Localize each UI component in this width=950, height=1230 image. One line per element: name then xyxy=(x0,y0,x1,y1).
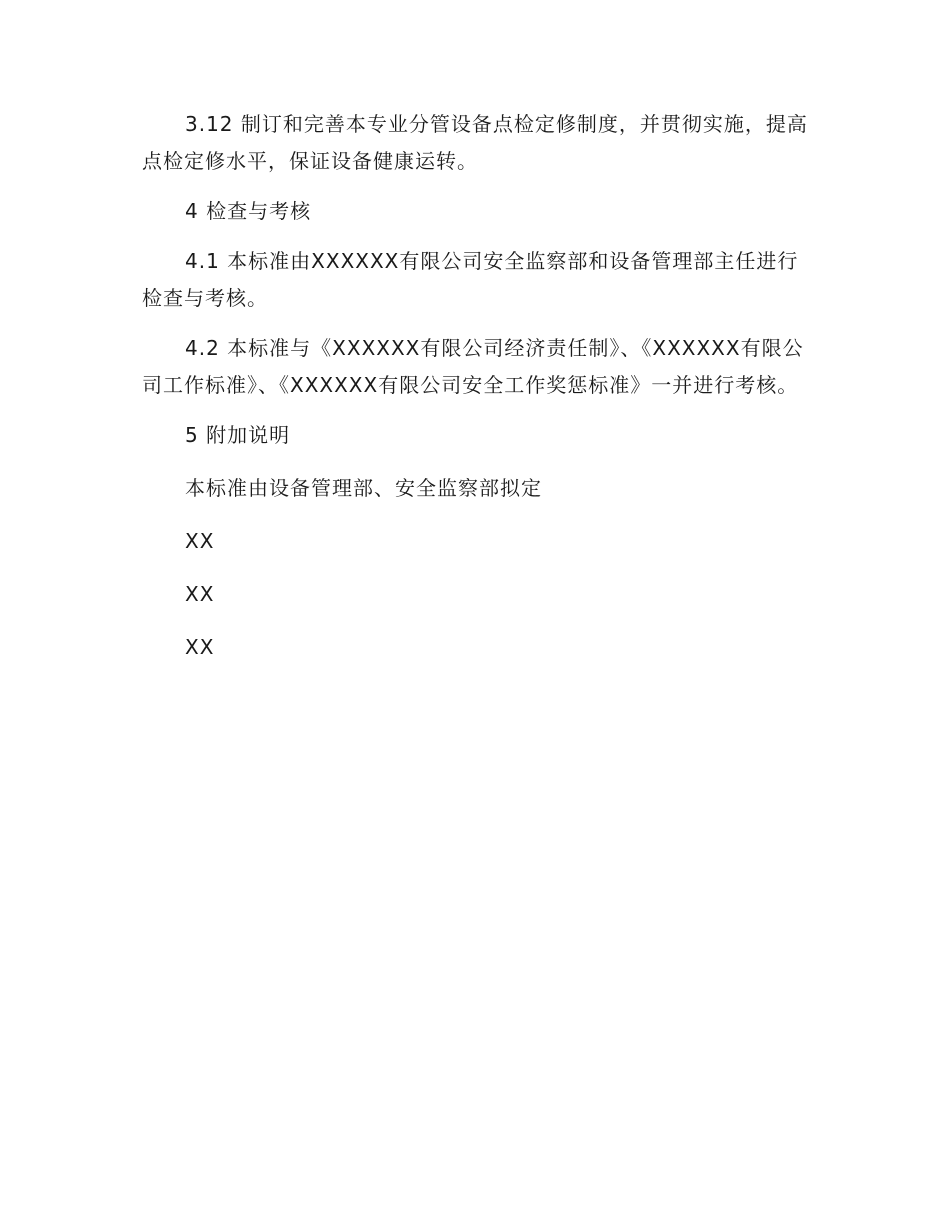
drafting-note: 本标准由设备管理部、安全监察部拟定 xyxy=(185,476,542,500)
signature-line-1: XX xyxy=(185,529,215,553)
document-body xyxy=(142,106,812,666)
section-heading-5: 5 附加说明 xyxy=(185,423,291,447)
signature-line-2: XX xyxy=(185,582,215,606)
clause-4-1: 4.1 本标准由XXXXXX有限公司安全监察部和设备管理部主任进行检查与考核。 xyxy=(142,249,799,310)
signature-line-3: XX xyxy=(185,635,215,659)
section-heading-4: 4 检查与考核 xyxy=(185,199,312,223)
clause-3-12: 3.12 制订和完善本专业分管设备点检定修制度，并贯彻实施，提高点检定修水平，保证设备健康运转。 xyxy=(142,112,808,173)
clause-4-2: 4.2 本标准与《XXXXXX有限公司经济责任制》、《XXXXXX有限公司工作标准》、《XXXXXX有限公司安全工作奖惩标准》一并进行考核。 xyxy=(142,336,804,397)
